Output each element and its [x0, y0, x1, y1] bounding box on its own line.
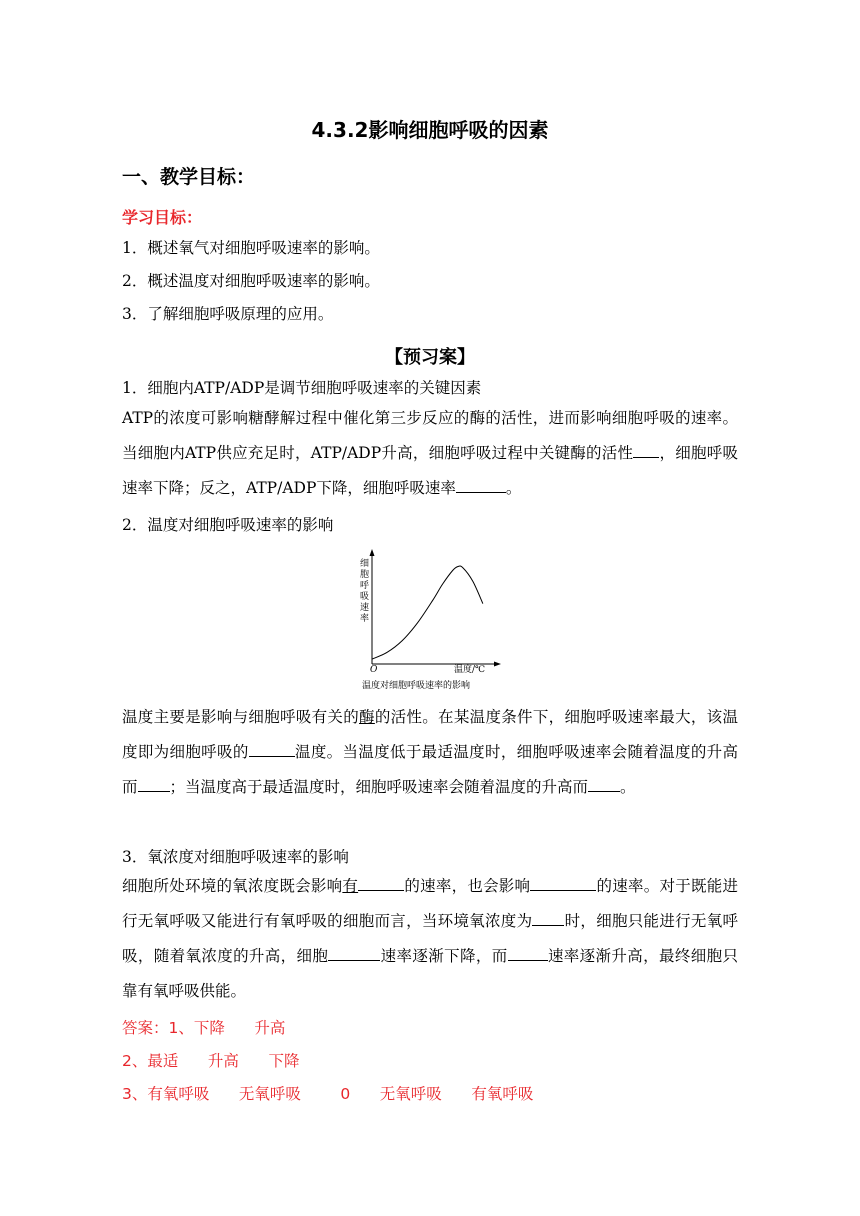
y-axis-label-char: 率 — [360, 614, 370, 624]
fill-blank[interactable] — [249, 740, 295, 757]
p2-paragraph — [122, 700, 738, 805]
p2-text: 温度。当温度低于最适温度时，细胞呼吸速率会随着温度的升高而 — [122, 743, 738, 796]
fill-blank[interactable] — [532, 909, 564, 926]
p3-text: 速率逐渐下降，而 — [380, 947, 508, 965]
fill-blank[interactable] — [633, 441, 659, 458]
fill-blank[interactable] — [328, 944, 380, 961]
p2-text: ；当温度高于最适温度时，细胞呼吸速率会随着温度的升高而 — [169, 778, 589, 796]
fill-blank[interactable] — [588, 775, 620, 792]
p1-text: 。 — [505, 479, 522, 497]
p1-text: ，细胞呼吸速率下降；反之，ATP/ADP下降，细胞呼吸速率 — [122, 444, 738, 497]
p3-text: 的速率，也会影响 — [404, 877, 531, 895]
y-axis-arrow — [370, 549, 375, 556]
fill-blank[interactable] — [456, 476, 506, 493]
p2-text: 的活性。在某温度条件下，细胞呼吸速率最大，该温度即为细胞呼吸的 — [122, 708, 738, 761]
p3-text: 速率逐渐升高，最终细胞只靠有氧呼吸供能。 — [122, 947, 738, 1000]
p1-heading: 1．细胞内ATP/ADP是调节细胞呼吸速率的关键因素 — [122, 379, 482, 397]
p2-text: 温度主要是影响与细胞呼吸有关的 — [122, 708, 360, 726]
fill-blank[interactable] — [138, 775, 170, 792]
y-axis-label — [360, 558, 369, 624]
preview-heading: 【预习案】 — [385, 347, 475, 368]
p3-heading: 3．氧浓度对细胞呼吸速率的影响 — [122, 848, 349, 866]
origin-label: O — [370, 665, 378, 675]
p3-paragraph — [122, 869, 738, 1009]
x-axis-label: 温度/℃ — [454, 665, 486, 675]
p1-text: ATP的浓度可影响糖酵解过程中催化第三步反应的酶的活性，进而影响细胞呼吸的速率。当细胞内ATP供应充足时，ATP/ADP升高，细胞呼吸过程中关键酶的活性 — [122, 409, 738, 462]
p2-heading: 2．温度对细胞呼吸速率的影响 — [122, 516, 334, 534]
fill-blank[interactable] — [530, 874, 596, 891]
underlined-char: 有 — [342, 877, 359, 895]
answer-line: 2、最适 升高 下降 — [122, 1052, 300, 1070]
goal-item: 3．了解细胞呼吸原理的应用。 — [122, 305, 334, 323]
fill-blank[interactable] — [358, 874, 404, 891]
enzyme-word: 酶 — [359, 708, 375, 726]
y-axis-label-char: 胞 — [360, 570, 370, 580]
p3-text: 的速率。对于既能进行无氧呼吸又能进行有氧呼吸的细胞而言，当环境氧浓度为 — [122, 877, 738, 930]
y-axis-label-char: 呼 — [360, 581, 370, 591]
series-line — [372, 566, 483, 659]
p2-text: 。 — [620, 778, 636, 796]
y-axis-label-char: 吸 — [360, 592, 370, 602]
answer-line: 答案：1、下降 升高 — [122, 1019, 286, 1037]
answer-line: 3、有氧呼吸 无氧呼吸 0 无氧呼吸 有氧呼吸 — [122, 1085, 534, 1103]
y-axis-label-char: 细 — [360, 559, 370, 569]
p3-text: 时，细胞只能进行无氧呼吸，随着氧浓度的升高，细胞 — [122, 912, 738, 965]
chart-title: 温度对细胞呼吸速率的影响 — [362, 681, 471, 691]
x-axis-arrow — [494, 662, 501, 667]
p1-paragraph — [122, 401, 738, 506]
study-goals-label: 学习目标： — [122, 208, 203, 227]
section-teaching-goals: 一、教学目标： — [122, 166, 256, 188]
document-title: 4.3.2影响细胞呼吸的因素 — [311, 118, 549, 142]
goal-item: 2．概述温度对细胞呼吸速率的影响。 — [122, 272, 380, 290]
p3-text: 细胞所处环境的氧浓度既会影响 — [122, 877, 343, 895]
temperature-chart — [358, 548, 504, 694]
fill-blank[interactable] — [508, 944, 548, 961]
y-axis-label-char: 速 — [360, 603, 370, 613]
goal-item: 1．概述氧气对细胞呼吸速率的影响。 — [122, 239, 380, 257]
